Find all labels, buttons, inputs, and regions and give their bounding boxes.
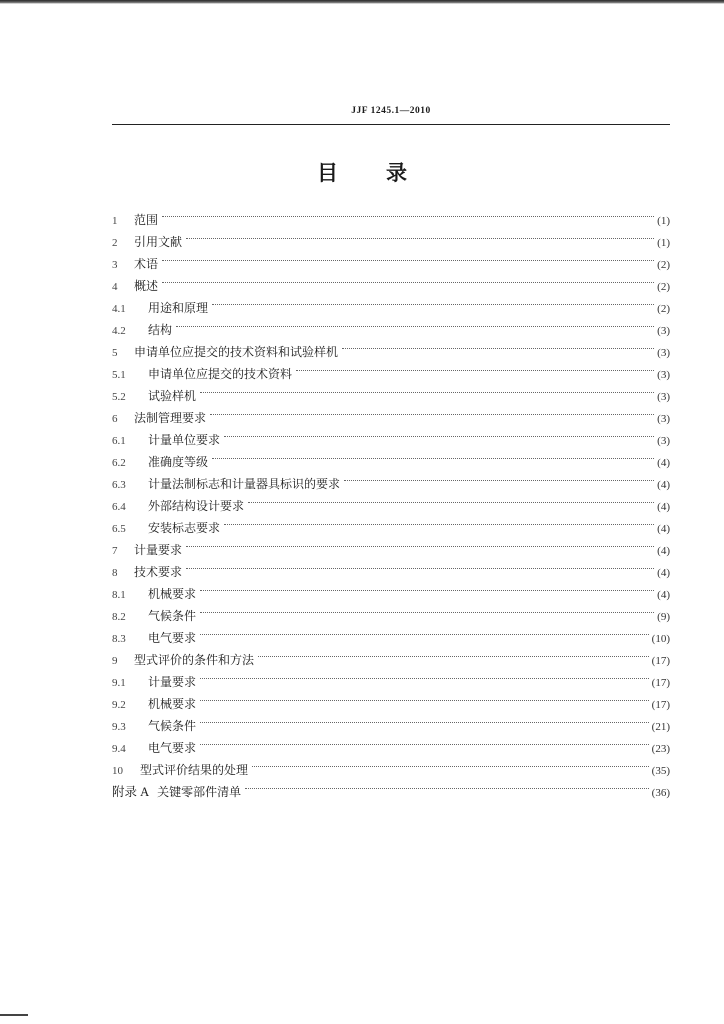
toc-entry-number: 6.5	[112, 523, 126, 535]
toc-entry-number: 6.2	[112, 457, 126, 469]
toc-entry-page: (2)	[657, 281, 670, 293]
toc-entry-title: 试验样机	[148, 389, 197, 403]
toc-entry-title: 型式评价结果的处理	[140, 763, 249, 777]
toc-entry-title: 计量法制标志和计量器具标识的要求	[148, 477, 341, 491]
page-title	[0, 157, 724, 187]
toc-entry-page: (3)	[657, 435, 670, 447]
toc-entry-title: 计量要求	[148, 675, 197, 689]
toc-entry-number: 8.1	[112, 589, 126, 601]
toc-entry-title: 申请单位应提交的技术资料和试验样机	[134, 345, 339, 359]
toc-entry-page: (3)	[657, 347, 670, 359]
toc-entry-title: 电气要求	[148, 741, 197, 755]
toc-dot-leader	[210, 400, 654, 422]
toc-entry-page: (17)	[651, 699, 670, 711]
toc-entry-number: 8.2	[112, 611, 126, 623]
toc-entry-page: (4)	[657, 567, 670, 579]
toc-entry-title: 术语	[134, 257, 159, 271]
toc-entry-number: 9.1	[112, 677, 126, 689]
toc-entry-number: 3	[112, 259, 118, 271]
toc-entry-number: 9.2	[112, 699, 126, 711]
toc-entry-page: (17)	[651, 655, 670, 667]
toc-entry-title: 结构	[148, 323, 173, 337]
toc-dot-leader	[200, 576, 654, 598]
toc-entry-page: (3)	[657, 391, 670, 403]
toc-entry-page: (4)	[657, 589, 670, 601]
toc-entry-page: (21)	[651, 721, 670, 733]
toc-dot-leader	[200, 378, 654, 400]
toc-dot-leader	[162, 246, 654, 268]
toc-entry-page: (9)	[657, 611, 670, 623]
toc-entry-number: 附录 A	[112, 785, 150, 799]
toc-entry-page: (4)	[657, 479, 670, 491]
toc-dot-leader	[200, 598, 654, 620]
toc-entry-page: (17)	[651, 677, 670, 689]
toc-dot-leader	[342, 334, 654, 356]
toc-entry-page: (36)	[651, 787, 670, 799]
toc-dot-leader	[212, 444, 654, 466]
toc-entry-title: 机械要求	[148, 697, 197, 711]
toc-entry-page: (3)	[657, 325, 670, 337]
toc-entry[interactable]	[112, 246, 670, 271]
toc-entry-number: 4.1	[112, 303, 126, 315]
toc-dot-leader	[162, 268, 654, 290]
toc-entry-page: (1)	[657, 215, 670, 227]
toc-entry[interactable]	[112, 334, 670, 359]
toc-entry-number: 6.3	[112, 479, 126, 491]
toc-dot-leader	[252, 752, 649, 774]
toc-entry-title: 电气要求	[148, 631, 197, 645]
toc-entry-number: 4.2	[112, 325, 126, 337]
toc-entry-number: 5.2	[112, 391, 126, 403]
toc-entry-number: 10	[112, 765, 123, 777]
toc-entry-title: 引用文献	[134, 235, 183, 249]
toc-entry-title: 型式评价的条件和方法	[134, 653, 255, 667]
standard-code-header: JJF 1245.1—2010	[351, 106, 431, 116]
toc-dot-leader	[248, 488, 654, 510]
toc-entry-page: (4)	[657, 523, 670, 535]
toc-entry-title: 概述	[134, 279, 159, 293]
toc-entry-number: 9.3	[112, 721, 126, 733]
toc-entry-number: 9	[112, 655, 118, 667]
toc-entry-number: 1	[112, 215, 118, 227]
toc-entry-page: (1)	[657, 237, 670, 249]
toc-dot-leader	[200, 686, 649, 708]
toc-entry-number: 7	[112, 545, 118, 557]
toc-entry-title: 用途和原理	[148, 301, 209, 315]
title-char-1: 目	[317, 161, 338, 185]
toc-dot-leader	[200, 708, 649, 730]
toc-entry-title: 范围	[134, 213, 159, 227]
toc-entry[interactable]	[112, 268, 670, 293]
toc-entry[interactable]	[112, 312, 670, 337]
toc-entry-page: (4)	[657, 457, 670, 469]
toc-entry-title: 机械要求	[148, 587, 197, 601]
toc-entry[interactable]	[112, 202, 670, 227]
scan-margin-mark	[0, 1014, 28, 1016]
toc-dot-leader	[176, 312, 654, 334]
toc-entry-title: 气候条件	[148, 609, 197, 623]
toc-entry-number: 6.1	[112, 435, 126, 447]
toc-dot-leader	[200, 730, 649, 752]
toc-dot-leader	[224, 510, 654, 532]
toc-entry[interactable]	[112, 224, 670, 249]
toc-entry[interactable]	[112, 532, 670, 557]
toc-entry-page: (2)	[657, 259, 670, 271]
toc-entry-number: 8.3	[112, 633, 126, 645]
toc-entry-title: 气候条件	[148, 719, 197, 733]
toc-entry-title: 外部结构设计要求	[148, 499, 245, 513]
toc-entry-number: 5.1	[112, 369, 126, 381]
toc-entry[interactable]	[112, 576, 670, 601]
toc-entry[interactable]	[112, 554, 670, 579]
toc-entry-title: 计量要求	[134, 543, 183, 557]
toc-entry-number: 5	[112, 347, 118, 359]
toc-entry-title: 计量单位要求	[148, 433, 221, 447]
toc-dot-leader	[200, 620, 649, 642]
toc-entry-page: (10)	[651, 633, 670, 645]
toc-entry-page: (35)	[651, 765, 670, 777]
toc-entry-title: 法制管理要求	[134, 411, 207, 425]
toc-entry-title: 申请单位应提交的技术资料	[148, 367, 293, 381]
toc-entry-page: (4)	[657, 501, 670, 513]
toc-entry-page: (4)	[657, 545, 670, 557]
toc-entry-number: 6	[112, 413, 118, 425]
toc-entry-page: (2)	[657, 303, 670, 315]
toc-entry-title: 关键零部件清单	[157, 785, 242, 799]
toc-dot-leader	[200, 664, 649, 686]
title-char-2: 录	[386, 161, 407, 185]
toc-dot-leader	[186, 224, 654, 246]
toc-entry-number: 8	[112, 567, 118, 579]
toc-dot-leader	[162, 202, 654, 224]
toc-entry-number: 9.4	[112, 743, 126, 755]
toc-entry-page: (3)	[657, 413, 670, 425]
toc-dot-leader	[245, 774, 649, 796]
toc-entry-number: 2	[112, 237, 118, 249]
toc-entry-title: 技术要求	[134, 565, 183, 579]
toc-dot-leader	[296, 356, 654, 378]
toc-dot-leader	[344, 466, 654, 488]
toc-entry-title: 安装标志要求	[148, 521, 221, 535]
toc-dot-leader	[186, 554, 654, 576]
toc-entry-page: (23)	[651, 743, 670, 755]
toc-entry[interactable]	[112, 290, 670, 315]
toc-dot-leader	[224, 422, 654, 444]
toc-entry-title: 准确度等级	[148, 455, 209, 469]
toc-dot-leader	[212, 290, 654, 312]
toc-dot-leader	[258, 642, 649, 664]
table-of-contents	[112, 202, 670, 799]
scan-edge-shadow	[0, 0, 724, 4]
toc-entry-page: (3)	[657, 369, 670, 381]
header-rule	[112, 124, 670, 125]
toc-entry-number: 4	[112, 281, 118, 293]
toc-entry-number: 6.4	[112, 501, 126, 513]
toc-dot-leader	[186, 532, 654, 554]
